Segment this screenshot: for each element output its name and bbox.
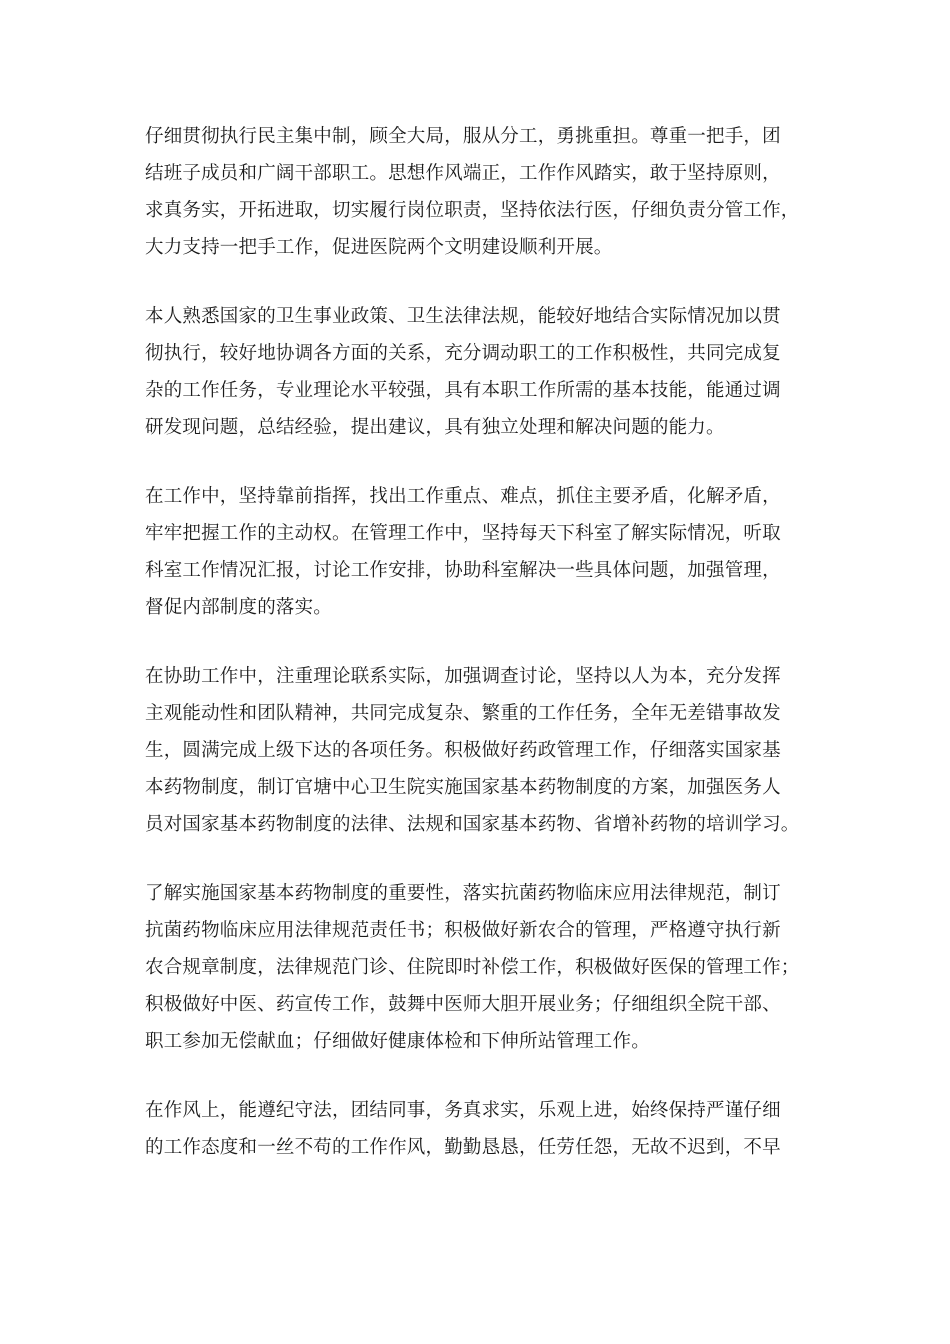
text-line: 彻执行，较好地协调各方面的关系，充分调动职工的工作积极性，共同完成复 xyxy=(145,343,781,364)
paragraph-1 xyxy=(145,118,810,266)
text-line: 杂的工作任务，专业理论水平较强，具有本职工作所需的基本技能，能通过调 xyxy=(145,380,781,401)
text-line: 在协助工作中，注重理论联系实际，加强调查讨论，坚持以人为本，充分发挥 xyxy=(145,666,781,687)
text-line: 牢牢把握工作的主动权。在管理工作中，坚持每天下科室了解实际情况，听取 xyxy=(145,523,781,544)
text-line: 主观能动性和团队精神，共同完成复杂、繁重的工作任务，全年无差错事故发 xyxy=(145,703,781,724)
text-line: 积极做好中医、药宣传工作，鼓舞中医师大胆开展业务；仔细组织全院干部、 xyxy=(145,994,781,1015)
text-line: 员对国家基本药物制度的法律、法规和国家基本药物、省增补药物的培训学习。 xyxy=(145,814,800,835)
text-line: 农合规章制度，法律规范门诊、住院即时补偿工作，积极做好医保的管理工作； xyxy=(145,957,800,978)
text-line: 在作风上，能遵纪守法，团结同事，务真求实，乐观上进，始终保持严谨仔细 xyxy=(145,1100,781,1121)
text-line: 大力支持一把手工作，促进医院两个文明建设顺利开展。 xyxy=(145,237,613,258)
paragraph-6 xyxy=(145,1092,810,1166)
paragraph-4 xyxy=(145,658,810,843)
document-body xyxy=(145,118,810,1198)
text-line: 本药物制度，制订官塘中心卫生院实施国家基本药物制度的方案，加强医务人 xyxy=(145,777,781,798)
text-line: 本人熟悉国家的卫生事业政策、卫生法律法规，能较好地结合实际情况加以贯 xyxy=(145,306,781,327)
text-line: 了解实施国家基本药物制度的重要性，落实抗菌药物临床应用法律规范，制订 xyxy=(145,883,781,904)
text-line: 职工参加无偿献血；仔细做好健康体检和下伸所站管理工作。 xyxy=(145,1031,650,1052)
text-line: 研发现问题，总结经验，提出建议，具有独立处理和解决问题的能力。 xyxy=(145,417,725,438)
paragraph-3 xyxy=(145,478,810,626)
paragraph-2 xyxy=(145,298,810,446)
text-line: 仔细贯彻执行民主集中制，顾全大局，服从分工，勇挑重担。尊重一把手，团 xyxy=(145,126,781,147)
paragraph-5 xyxy=(145,875,810,1060)
text-line: 生，圆满完成上级下达的各项任务。积极做好药政管理工作，仔细落实国家基 xyxy=(145,740,781,761)
text-line: 的工作态度和一丝不苟的工作作风，勤勤恳恳，任劳任怨，无故不迟到，不早 xyxy=(145,1137,781,1158)
text-line: 求真务实，开拓进取，切实履行岗位职责，坚持依法行医，仔细负责分管工作， xyxy=(145,200,800,221)
text-line: 督促内部制度的落实。 xyxy=(145,597,333,618)
text-line: 结班子成员和广阔干部职工。思想作风端正，工作作风踏实，敢于坚持原则， xyxy=(145,163,781,184)
text-line: 科室工作情况汇报，讨论工作安排，协助科室解决一些具体问题，加强管理， xyxy=(145,560,781,581)
text-line: 抗菌药物临床应用法律规范责任书；积极做好新农合的管理，严格遵守执行新 xyxy=(145,920,781,941)
text-line: 在工作中，坚持靠前指挥，找出工作重点、难点，抓住主要矛盾，化解矛盾， xyxy=(145,486,781,507)
